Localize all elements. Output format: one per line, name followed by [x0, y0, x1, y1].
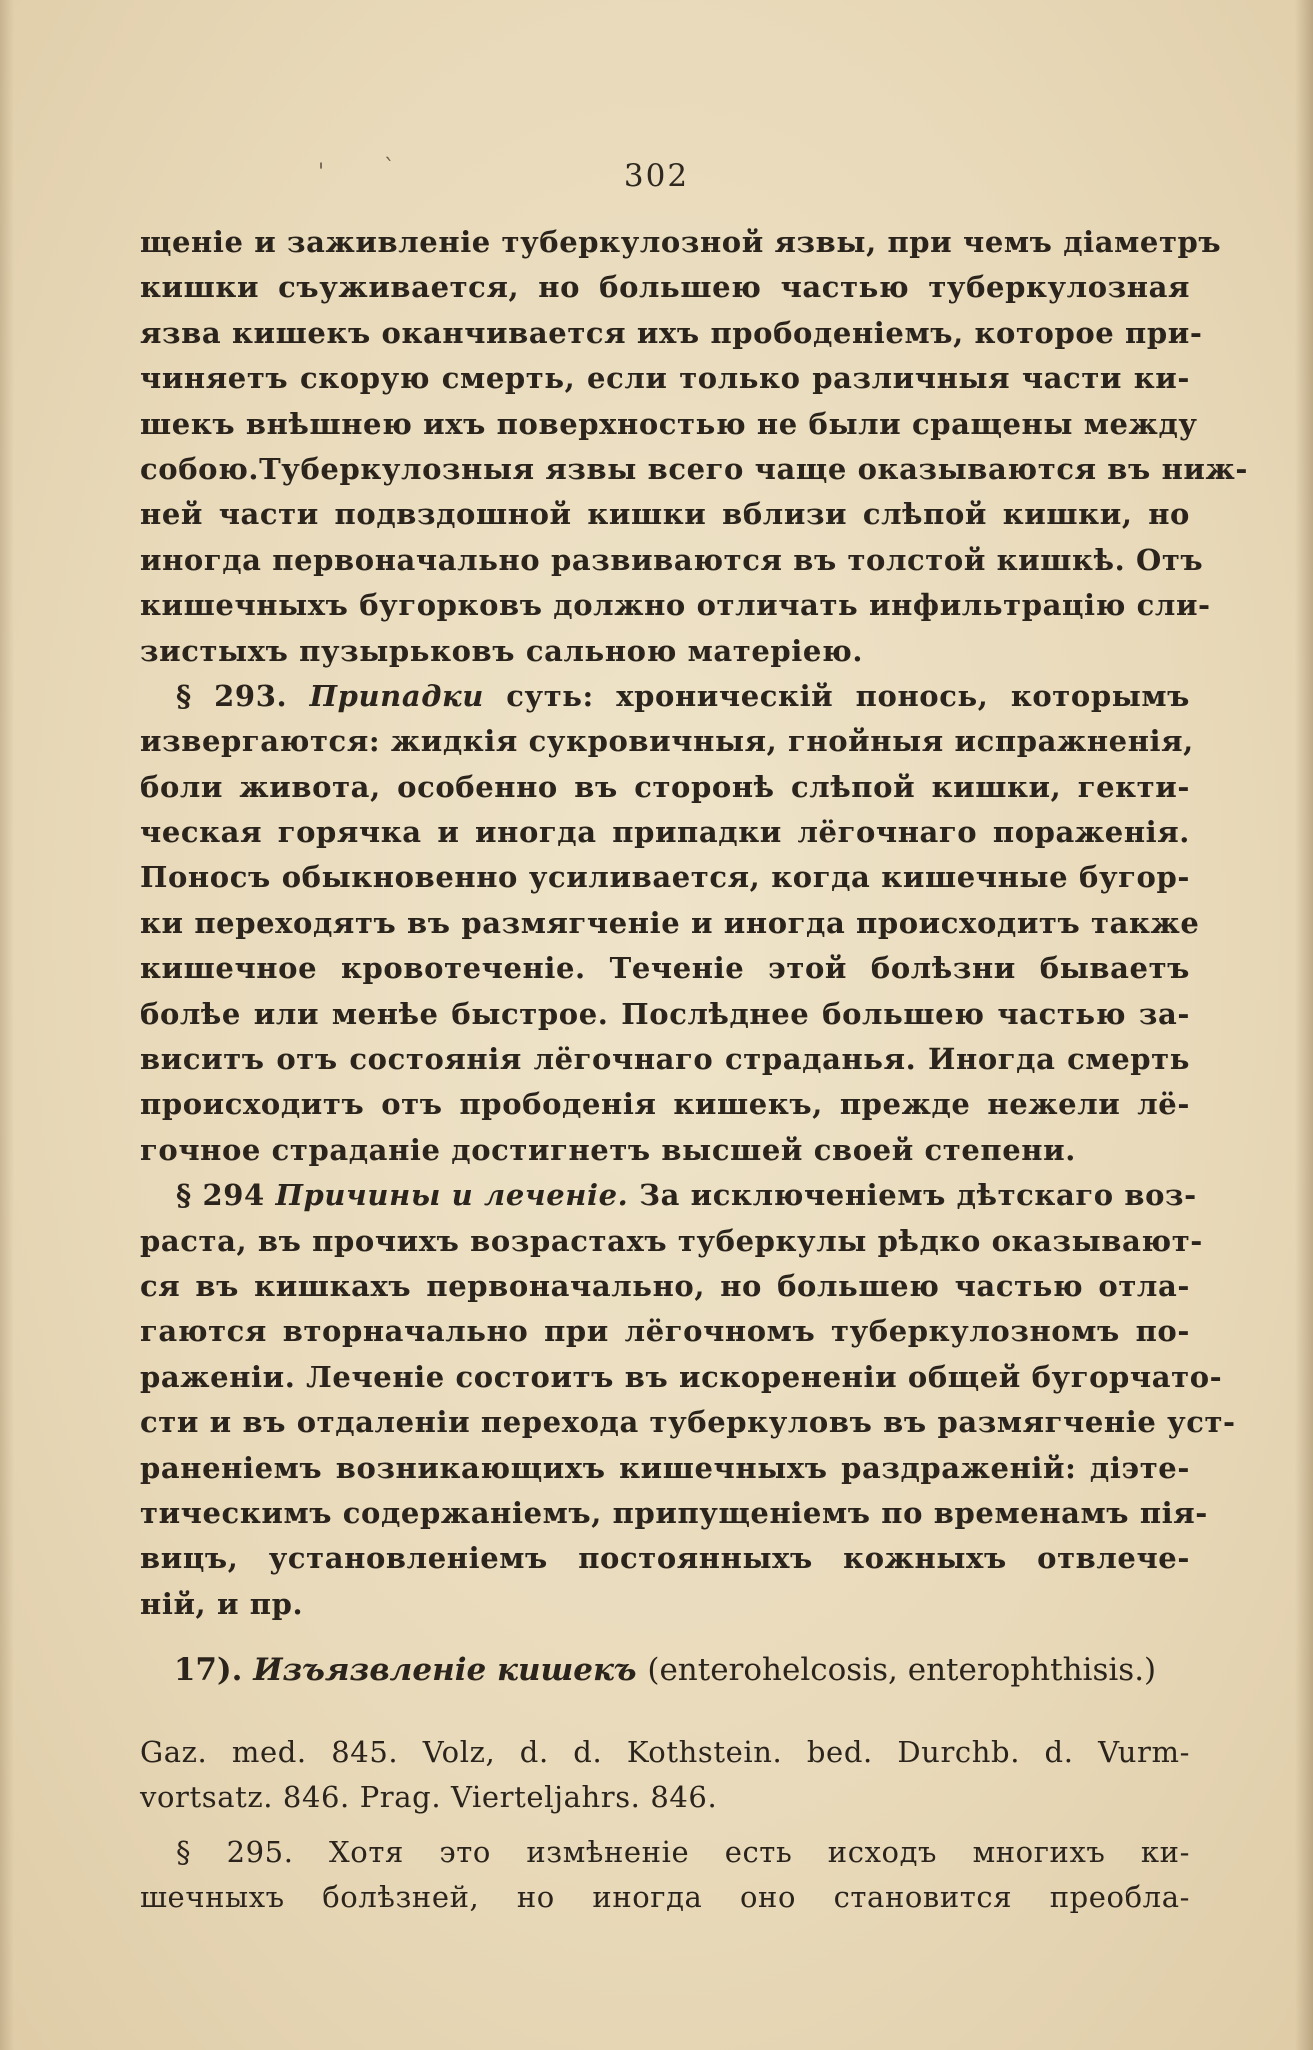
text-line: раненіемъ возникающихъ кишечныхъ раздраженій: діэте- [140, 1450, 1190, 1485]
text-line: Поносъ обыкновенно усиливается, когда кишечные бугор- [140, 860, 1190, 895]
text-line: кишки съуживается, но большею частью туберкулозная [140, 270, 1190, 305]
text-line: виситъ отъ состоянія лёгочнаго страданья. Иногда смерть [140, 1042, 1190, 1077]
paragraph-294 [140, 1173, 1236, 1627]
section-number: § 294 [176, 1178, 265, 1213]
page-number: 302 [623, 158, 690, 194]
paragraph-continued [140, 220, 1249, 674]
text-line: собою.Туберкулозныя язвы всего чаще оказываются въ ниж- [140, 451, 1249, 486]
section-heading [140, 1645, 1190, 1695]
text-line: § 295. Хотя это измѣненіе есть исходъ многихъ ки- [176, 1835, 1190, 1869]
section-number: § 293. [176, 678, 288, 713]
text-line: ній, и пр. [140, 1586, 304, 1621]
text-line: кишечныхъ бугорковъ должно отличать инфильтрацію сли- [140, 588, 1211, 623]
stray-mark: ` [384, 156, 395, 181]
text-line: чиняетъ скорую смерть, если только различныя части ки- [140, 361, 1190, 396]
text-line: шечныхъ болѣзней, но иногда оно становится преобла- [140, 1880, 1190, 1915]
text-line: гаются вторначально при лёгочномъ туберкулозномъ по- [140, 1314, 1190, 1349]
text-line: вицъ, установленіемъ постоянныхъ кожныхъ отвлече- [140, 1541, 1190, 1576]
text-line: иногда первоначально развиваются въ толстой кишкѣ. Отъ [140, 542, 1204, 577]
body-text [140, 220, 1249, 1627]
text-line: болѣе или менѣе быстрое. Послѣднее большею частью за- [140, 996, 1190, 1031]
paragraph-295 [140, 1830, 1190, 1921]
heading-number: 17). [173, 1652, 243, 1688]
text-line: кишечное кровотеченіе. Теченіе этой болѣзни бываетъ [140, 951, 1190, 986]
text-line: извергаются: жидкія сукровичныя, гнойныя испражненія, [140, 724, 1194, 759]
text-line: ся въ кишкахъ первоначально, но большею частью отла- [140, 1268, 1190, 1303]
text-line: язва кишекъ оканчивается ихъ прободеніемъ, которое при- [140, 315, 1203, 350]
text-line: сти и въ отдаленіи перехода туберкуловъ въ размягченіе уст- [140, 1405, 1236, 1440]
text-line: щеніе и заживленіе туберкулозной язвы, при чемъ діаметръ [140, 225, 1222, 259]
text-line: гочное страданіе достигнетъ высшей своей степени. [140, 1132, 1076, 1167]
text-line: раста, въ прочихъ возрастахъ туберкулы рѣдко оказывают- [140, 1223, 1203, 1258]
reference-line: Gaz. med. 845. Volz, d. d. Kothstein. bed. Durchb. d. Vurm- [140, 1735, 1190, 1769]
text-line: зистыхъ пузырьковъ сальною матеріею. [140, 633, 864, 668]
page-edge-left [0, 0, 14, 2050]
paragraph-first-line [140, 674, 1190, 719]
reference-line: vortsatz. 846. Prag. Vierteljahrs. 846. [140, 1780, 718, 1815]
text-line: раженіи. Леченіе состоитъ въ искорененіи общей бугорчато- [140, 1359, 1223, 1394]
page-edge-right [1295, 0, 1313, 2050]
stray-mark: ' [318, 160, 325, 185]
heading-title: Изъязвленіе кишекъ [253, 1652, 637, 1688]
text-fragment: За исключеніемъ дѣтскаго воз- [639, 1178, 1197, 1213]
text-line: происходитъ отъ прободенія кишекъ, прежде нежели лё- [140, 1087, 1190, 1122]
paragraph-first-line [140, 1173, 1197, 1218]
text-line: шекъ внѣшнею ихъ поверхностью не были сращены между [140, 406, 1198, 441]
section-title: Причины и леченіе. [275, 1178, 629, 1213]
section-title: Припадки [309, 678, 484, 713]
text-fragment: суть: хроническій понось, которымъ [506, 678, 1191, 713]
text-line: тическимъ содержаніемъ, припущеніемъ по временамъ пія- [140, 1495, 1208, 1530]
heading-latin: (enterohelcosis, enterophthisis.) [647, 1652, 1157, 1688]
text-line: боли живота, особенно въ сторонѣ слѣпой кишки, гекти- [140, 769, 1190, 804]
text-line: ческая горячка и иногда припадки лёгочнаго пораженія. [140, 815, 1190, 850]
text-line: ней части подвздошной кишки вблизи слѣпой кишки, но [140, 497, 1190, 532]
references [140, 1730, 1190, 1821]
paragraph-293 [140, 674, 1200, 1173]
text-line: ки переходятъ въ размягченіе и иногда происходитъ также [140, 905, 1200, 940]
